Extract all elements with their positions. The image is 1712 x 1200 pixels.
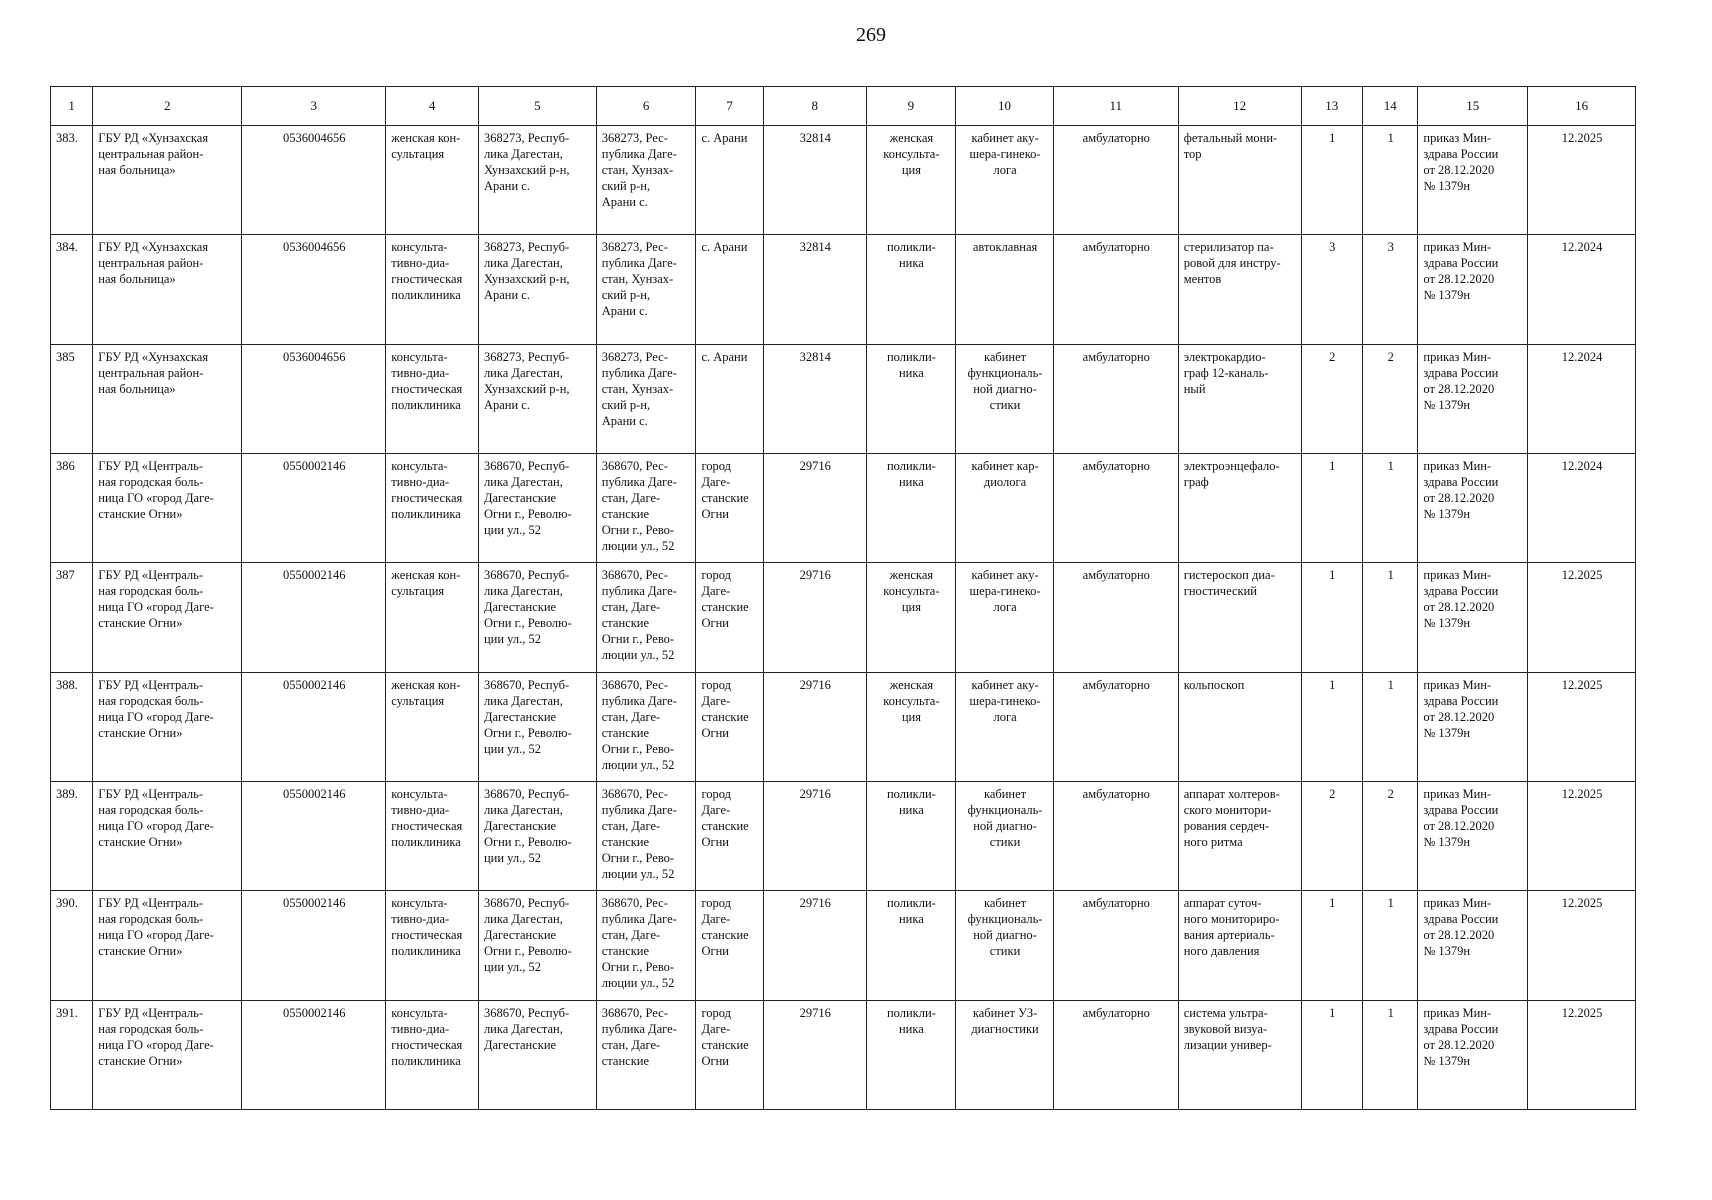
department-cell: поликли- ника [866,781,956,890]
table-row [51,1000,1636,1109]
room-cell: кабинет функциональ- ной диагно- стики [956,891,1054,1000]
legal-address-cell: 368670, Респуб- лика Дагестан, Дагестанские Огни г., Револю- ции ул., 52 [478,453,596,562]
row-number-cell: 384. [51,235,93,344]
unit-cell: консульта- тивно-диа- гностическая поликлиника [386,235,479,344]
legal-address-cell: 368670, Респуб- лика Дагестан, Дагестанские Огни г., Револю- ции ул., 52 [478,672,596,781]
care-mode-cell: амбулаторно [1053,781,1178,890]
row-number-cell: 390. [51,891,93,1000]
deadline-cell: 12.2025 [1528,891,1636,1000]
table-row [51,344,1636,453]
care-mode-cell: амбулаторно [1053,563,1178,672]
locality-cell: город Даге- станские Огни [696,453,763,562]
row-number-cell: 387 [51,563,93,672]
legal-address-cell: 368670, Респуб- лика Дагестан, Дагестанские [478,1000,596,1109]
row-number-cell: 388. [51,672,93,781]
department-cell: женская консульта- ция [866,672,956,781]
oktmo-code-cell: 29716 [763,781,866,890]
equipment-cell: электрокардио- граф 12-каналь- ный [1178,344,1301,453]
quantity-cell: 1 [1301,672,1362,781]
organization-cell: ГБУ РД «Централь- ная городская боль- ница ГО «город Даге- станские Огни» [93,891,242,1000]
actual-address-cell: 368670, Рес- публика Даге- стан, Даге- станские Огни г., Рево- люции ул., 52 [596,563,696,672]
column-number: 12 [1178,87,1301,126]
legal-address-cell: 368670, Респуб- лика Дагестан, Дагестанские Огни г., Револю- ции ул., 52 [478,891,596,1000]
inn-cell: 0550002146 [242,781,386,890]
table-row [51,126,1636,235]
room-cell: кабинет функциональ- ной диагно- стики [956,781,1054,890]
unit-cell: женская кон- сультация [386,672,479,781]
column-number: 3 [242,87,386,126]
quantity-cell: 3 [1301,235,1362,344]
department-cell: женская консульта- ция [866,563,956,672]
department-cell: поликли- ника [866,1000,956,1109]
row-number-cell: 391. [51,1000,93,1109]
order-cell: приказ Мин- здрава России от 28.12.2020 № 1379н [1418,781,1528,890]
column-number: 4 [386,87,479,126]
table-body [51,126,1636,1110]
quantity-cell: 2 [1363,781,1418,890]
care-mode-cell: амбулаторно [1053,891,1178,1000]
deadline-cell: 12.2024 [1528,344,1636,453]
equipment-cell: аппарат холтеров- ского монитори- рования сердеч- ного ритма [1178,781,1301,890]
equipment-cell: аппарат суточ- ного мониториро- вания артериаль- ного давления [1178,891,1301,1000]
care-mode-cell: амбулаторно [1053,453,1178,562]
quantity-cell: 1 [1301,453,1362,562]
care-mode-cell: амбулаторно [1053,1000,1178,1109]
actual-address-cell: 368670, Рес- публика Даге- стан, Даге- станские Огни г., Рево- люции ул., 52 [596,891,696,1000]
department-cell: поликли- ника [866,344,956,453]
quantity-cell: 2 [1363,344,1418,453]
column-number: 8 [763,87,866,126]
order-cell: приказ Мин- здрава России от 28.12.2020 № 1379н [1418,344,1528,453]
unit-cell: консульта- тивно-диа- гностическая поликлиника [386,344,479,453]
equipment-cell: электроэнцефало- граф [1178,453,1301,562]
deadline-cell: 12.2024 [1528,453,1636,562]
room-cell: кабинет аку- шера-гинеко- лога [956,126,1054,235]
quantity-cell: 1 [1363,563,1418,672]
actual-address-cell: 368273, Рес- публика Даге- стан, Хунзах- ский р-н, Арани с. [596,344,696,453]
locality-cell: город Даге- станские Огни [696,672,763,781]
room-cell: кабинет УЗ- диагностики [956,1000,1054,1109]
department-cell: поликли- ника [866,453,956,562]
organization-cell: ГБУ РД «Централь- ная городская боль- ница ГО «город Даге- станские Огни» [93,781,242,890]
quantity-cell: 1 [1363,126,1418,235]
equipment-cell: стерилизатор па- ровой для инстру- ментов [1178,235,1301,344]
quantity-cell: 2 [1301,781,1362,890]
deadline-cell: 12.2025 [1528,672,1636,781]
locality-cell: с. Арани [696,126,763,235]
order-cell: приказ Мин- здрава России от 28.12.2020 № 1379н [1418,891,1528,1000]
quantity-cell: 1 [1363,672,1418,781]
column-number: 15 [1418,87,1528,126]
table-row [51,781,1636,890]
order-cell: приказ Мин- здрава России от 28.12.2020 № 1379н [1418,1000,1528,1109]
equipment-cell: гистероскоп диа- гностический [1178,563,1301,672]
actual-address-cell: 368670, Рес- публика Даге- стан, Даге- станские [596,1000,696,1109]
deadline-cell: 12.2025 [1528,563,1636,672]
table-row [51,891,1636,1000]
organization-cell: ГБУ РД «Централь- ная городская боль- ница ГО «город Даге- станские Огни» [93,1000,242,1109]
unit-cell: женская кон- сультация [386,126,479,235]
quantity-cell: 1 [1301,563,1362,672]
care-mode-cell: амбулаторно [1053,235,1178,344]
care-mode-cell: амбулаторно [1053,126,1178,235]
locality-cell: город Даге- станские Огни [696,781,763,890]
table-row [51,235,1636,344]
organization-cell: ГБУ РД «Централь- ная городская боль- ница ГО «город Даге- станские Огни» [93,563,242,672]
organization-cell: ГБУ РД «Хунзахская центральная район- ная больница» [93,126,242,235]
table-row [51,563,1636,672]
unit-cell: консульта- тивно-диа- гностическая поликлиника [386,1000,479,1109]
room-cell: кабинет кар- диолога [956,453,1054,562]
legal-address-cell: 368670, Респуб- лика Дагестан, Дагестанские Огни г., Револю- ции ул., 52 [478,781,596,890]
inn-cell: 0550002146 [242,672,386,781]
quantity-cell: 1 [1301,1000,1362,1109]
row-number-cell: 389. [51,781,93,890]
order-cell: приказ Мин- здрава России от 28.12.2020 № 1379н [1418,126,1528,235]
room-cell: кабинет аку- шера-гинеко- лога [956,672,1054,781]
unit-cell: консульта- тивно-диа- гностическая поликлиника [386,453,479,562]
oktmo-code-cell: 29716 [763,891,866,1000]
department-cell: поликли- ника [866,235,956,344]
unit-cell: консульта- тивно-диа- гностическая поликлиника [386,781,479,890]
oktmo-code-cell: 29716 [763,453,866,562]
locality-cell: с. Арани [696,344,763,453]
room-cell: кабинет аку- шера-гинеко- лога [956,563,1054,672]
locality-cell: город Даге- станские Огни [696,1000,763,1109]
oktmo-code-cell: 29716 [763,672,866,781]
equipment-table [50,86,1636,1110]
organization-cell: ГБУ РД «Хунзахская центральная район- ная больница» [93,235,242,344]
actual-address-cell: 368273, Рес- публика Даге- стан, Хунзах- ский р-н, Арани с. [596,235,696,344]
unit-cell: женская кон- сультация [386,563,479,672]
column-number: 5 [478,87,596,126]
actual-address-cell: 368670, Рес- публика Даге- стан, Даге- станские Огни г., Рево- люции ул., 52 [596,672,696,781]
locality-cell: город Даге- станские Огни [696,891,763,1000]
column-number: 16 [1528,87,1636,126]
inn-cell: 0536004656 [242,126,386,235]
column-number-row [51,87,1636,126]
room-cell: кабинет функциональ- ной диагно- стики [956,344,1054,453]
organization-cell: ГБУ РД «Централь- ная городская боль- ница ГО «город Даге- станские Огни» [93,453,242,562]
legal-address-cell: 368670, Респуб- лика Дагестан, Дагестанские Огни г., Револю- ции ул., 52 [478,563,596,672]
column-number: 6 [596,87,696,126]
organization-cell: ГБУ РД «Централь- ная городская боль- ница ГО «город Даге- станские Огни» [93,672,242,781]
locality-cell: с. Арани [696,235,763,344]
inn-cell: 0550002146 [242,1000,386,1109]
inn-cell: 0550002146 [242,453,386,562]
oktmo-code-cell: 32814 [763,344,866,453]
equipment-cell: система ультра- звуковой визуа- лизации универ- [1178,1000,1301,1109]
table-row [51,672,1636,781]
actual-address-cell: 368670, Рес- публика Даге- стан, Даге- станские Огни г., Рево- люции ул., 52 [596,781,696,890]
quantity-cell: 1 [1363,1000,1418,1109]
page-number: 269 [856,24,886,46]
order-cell: приказ Мин- здрава России от 28.12.2020 № 1379н [1418,672,1528,781]
column-number: 13 [1301,87,1362,126]
deadline-cell: 12.2025 [1528,781,1636,890]
legal-address-cell: 368273, Респуб- лика Дагестан, Хунзахский р-н, Арани с. [478,344,596,453]
column-number: 14 [1363,87,1418,126]
care-mode-cell: амбулаторно [1053,344,1178,453]
actual-address-cell: 368273, Рес- публика Даге- стан, Хунзах- ский р-н, Арани с. [596,126,696,235]
room-cell: автоклавная [956,235,1054,344]
locality-cell: город Даге- станские Огни [696,563,763,672]
column-number: 1 [51,87,93,126]
equipment-cell: фетальный мони- тор [1178,126,1301,235]
department-cell: поликли- ника [866,891,956,1000]
row-number-cell: 386 [51,453,93,562]
column-number: 9 [866,87,956,126]
department-cell: женская консульта- ция [866,126,956,235]
row-number-cell: 383. [51,126,93,235]
oktmo-code-cell: 29716 [763,563,866,672]
order-cell: приказ Мин- здрава России от 28.12.2020 № 1379н [1418,563,1528,672]
quantity-cell: 1 [1363,891,1418,1000]
quantity-cell: 1 [1363,453,1418,562]
quantity-cell: 3 [1363,235,1418,344]
inn-cell: 0536004656 [242,235,386,344]
row-number-cell: 385 [51,344,93,453]
column-number: 7 [696,87,763,126]
deadline-cell: 12.2025 [1528,126,1636,235]
organization-cell: ГБУ РД «Хунзахская центральная район- ная больница» [93,344,242,453]
unit-cell: консульта- тивно-диа- гностическая поликлиника [386,891,479,1000]
deadline-cell: 12.2025 [1528,1000,1636,1109]
legal-address-cell: 368273, Респуб- лика Дагестан, Хунзахский р-н, Арани с. [478,235,596,344]
oktmo-code-cell: 32814 [763,235,866,344]
deadline-cell: 12.2024 [1528,235,1636,344]
quantity-cell: 1 [1301,126,1362,235]
inn-cell: 0550002146 [242,563,386,672]
oktmo-code-cell: 32814 [763,126,866,235]
quantity-cell: 2 [1301,344,1362,453]
order-cell: приказ Мин- здрава России от 28.12.2020 № 1379н [1418,235,1528,344]
inn-cell: 0550002146 [242,891,386,1000]
table-row [51,453,1636,562]
column-number: 2 [93,87,242,126]
equipment-cell: кольпоскоп [1178,672,1301,781]
legal-address-cell: 368273, Респуб- лика Дагестан, Хунзахский р-н, Арани с. [478,126,596,235]
care-mode-cell: амбулаторно [1053,672,1178,781]
oktmo-code-cell: 29716 [763,1000,866,1109]
column-number: 10 [956,87,1054,126]
actual-address-cell: 368670, Рес- публика Даге- стан, Даге- станские Огни г., Рево- люции ул., 52 [596,453,696,562]
quantity-cell: 1 [1301,891,1362,1000]
order-cell: приказ Мин- здрава России от 28.12.2020 № 1379н [1418,453,1528,562]
column-number: 11 [1053,87,1178,126]
inn-cell: 0536004656 [242,344,386,453]
